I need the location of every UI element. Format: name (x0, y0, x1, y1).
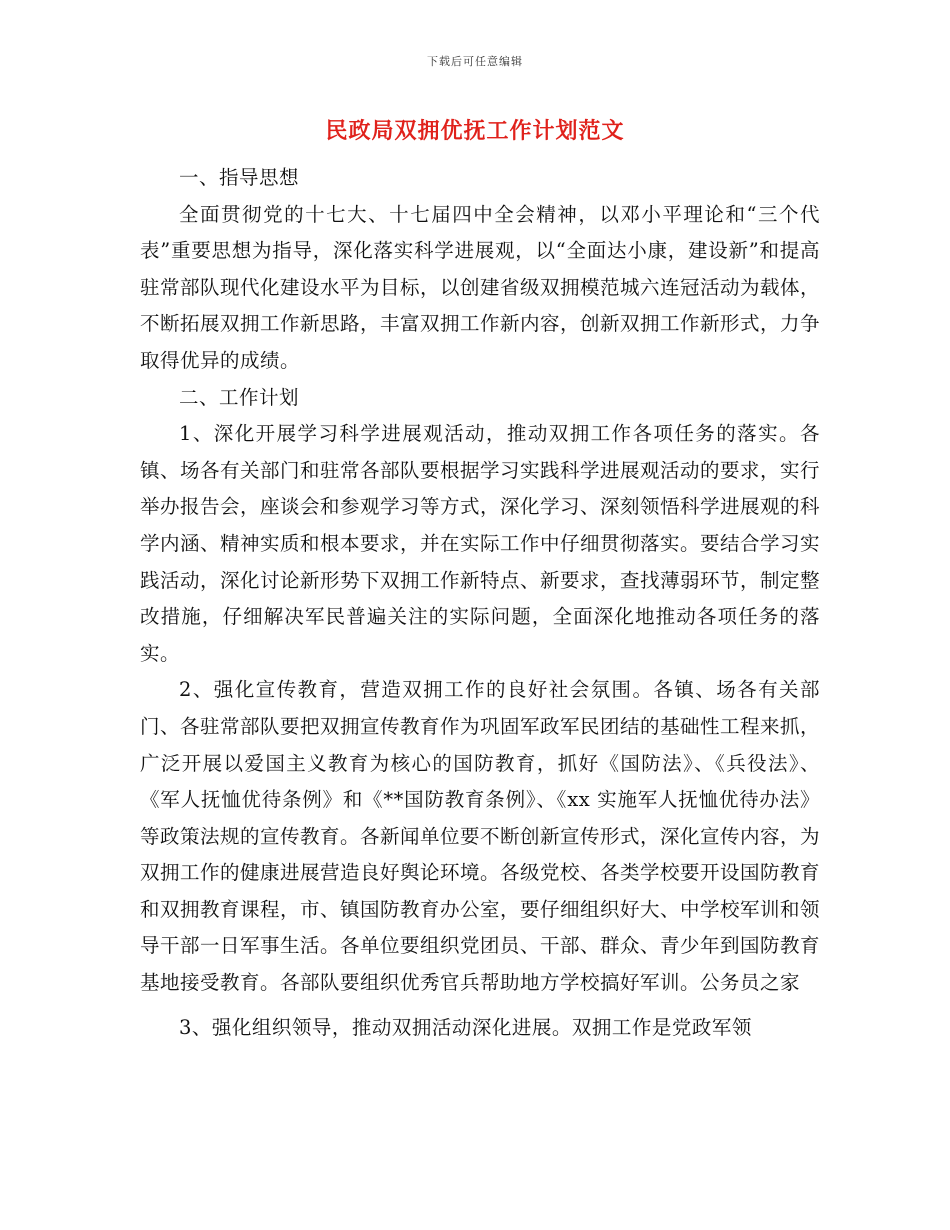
paragraph-guiding-thought: 全面贯彻党的十七大、十七届四中全会精神，以邓小平理论和“三个代表”重要思想为指导，深化落实科学进展观，以“全面达小康，建设新”和提高驻常部队现代化建设水平为目标，以创建省级双拥模范城六连冠活动为载体，不断拓展双拥工作新思路，丰富双拥工作新内容，创新双拥工作新形式，力争取得优异的成绩。 (140, 202, 821, 372)
paragraph-item-3: 3、强化组织领导，推动双拥活动深化进展。双拥工作是党政军领 (179, 1015, 752, 1039)
document-body (140, 160, 820, 1046)
paragraph-item-1: 1、深化开展学习科学进展观活动，推动双拥工作各项任务的落实。各镇、场各有关部门和驻常各部队要根据学习实践科学进展观活动的要求，实行举办报告会，座谈会和参观学习等方式，深化学习、深刻领悟科学进展观的科学内涵、精神实质和根本要求，并在实际工作中仔细贯彻落实。要结合学习实践活动，深化讨论新形势下双拥工作新特点、新要求，查找薄弱环节，制定整改措施，仔细解决军民普遍关注的实际问题，全面深化地推动各项任务的落实。 (140, 422, 821, 665)
section-heading-work-plan: 二、工作计划 (179, 385, 300, 409)
document-title: 民政局双拥优抚工作计划范文 (325, 118, 625, 144)
header-note: 下载后可任意编辑 (427, 55, 523, 68)
section-heading-guiding-thought: 一、指导思想 (179, 166, 300, 189)
paragraph-item-2: 2、强化宣传教育，营造双拥工作的良好社会氛围。各镇、场各有关部门、各驻常部队要把双拥宣传教育作为巩固军政军民团结的基础性工程来抓，广泛开展以爱国主义教育为核心的国防教育，抓好《国防法》、《兵役法》、《军人抚恤优待条例》和《**国防教育条例》、《xx 实施军人抚恤优待办法》等政策法规的宣传教育。各新闻单位要不断创新宣传形式，深化宣传内容，为双拥工作的健康进展营造良好舆论环境。各级党校、各类学校要开设国防教育和双拥教育课程，市、镇国防教育办公室，要仔细组织好大、中学校军训和领导干部一日军事生活。各单位要组织党团员、干部、群众、青少年到国防教育基地接受教育。各部队要组织优秀官兵帮助地方学校搞好军训。公务员之家 (140, 678, 821, 995)
